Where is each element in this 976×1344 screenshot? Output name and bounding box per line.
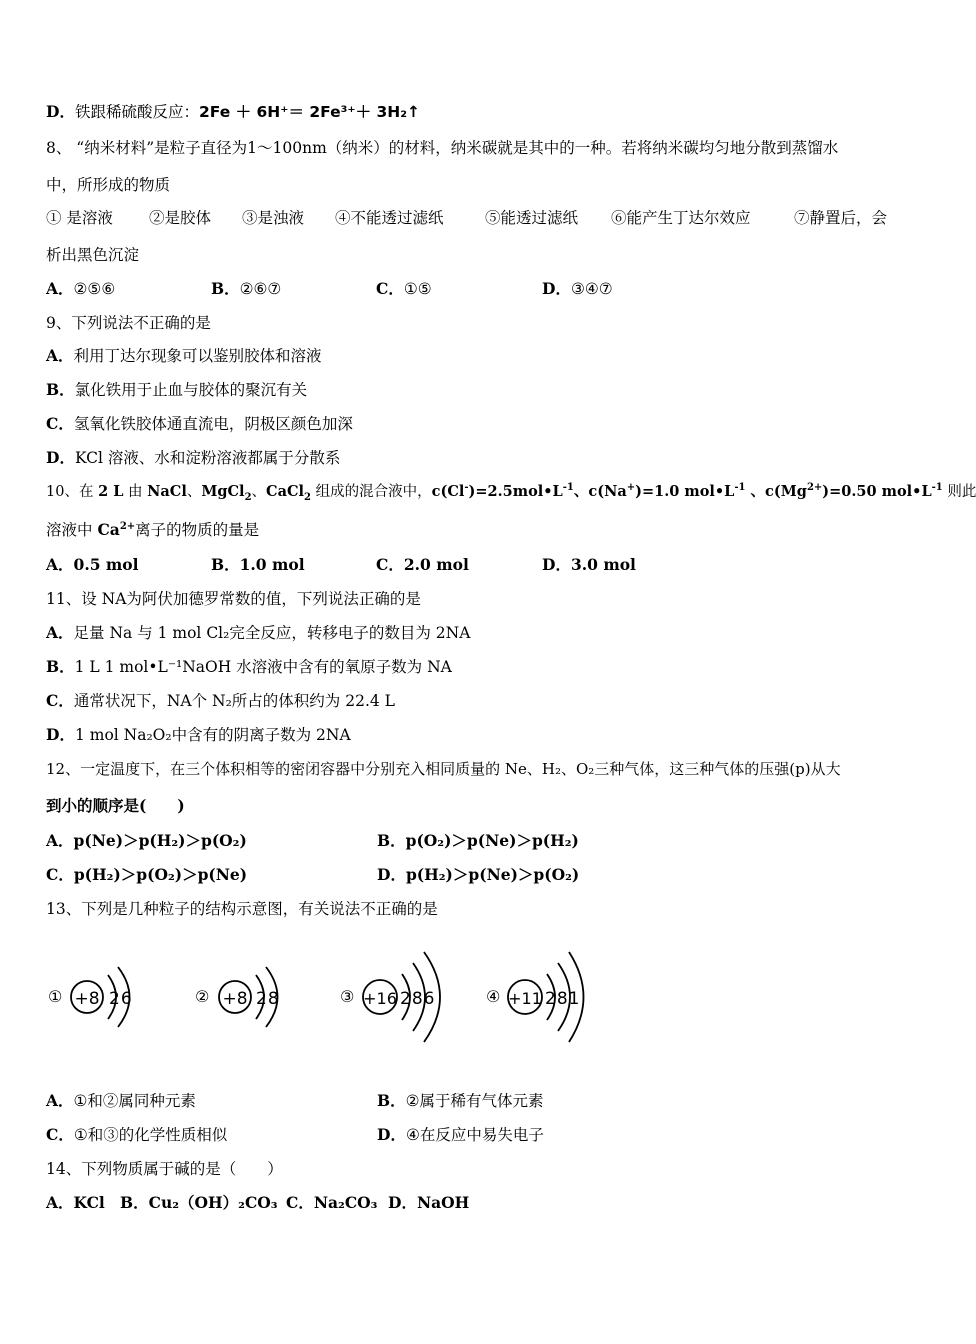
particle-number: ④ <box>486 987 501 1006</box>
q13-option-a: A．①和②属同种元素 <box>46 1091 196 1110</box>
particle-4-diagram <box>486 952 584 1042</box>
nucleus-charge: +11 <box>508 989 542 1008</box>
q13-option-b: B．②属于稀有气体元素 <box>377 1091 544 1110</box>
atomic-structure-diagrams <box>40 940 600 1060</box>
q12-stem-line1: 12、一定温度下，在三个体积相等的密闭容器中分别充入相同质量的 Ne、H₂、O₂三种气体，这三种气体的压强(p)从大 <box>46 760 841 778</box>
q8-props-line2: 析出黑色沉淀 <box>46 246 140 264</box>
q8-option-d: D．③④⑦ <box>542 279 613 298</box>
particle-number: ② <box>195 987 210 1006</box>
q12-option-b: B．p(O₂)＞p(Ne)＞p(H₂) <box>377 831 579 850</box>
q13-options-row2 <box>46 1125 544 1145</box>
q10-stem-line2: 溶液中 $Ca^{2+}$离子的物质的量是 <box>46 520 260 539</box>
q14-option-a: A．KCl <box>46 1193 105 1212</box>
q8-prop-3: ③是浊液 <box>242 209 305 227</box>
nucleus-charge: +8 <box>222 989 248 1009</box>
q9-option-d: D．KCl 溶液、水和淀粉溶液都属于分散系 <box>46 448 341 467</box>
q12-options-row1 <box>46 831 579 851</box>
q7-option-d <box>46 102 420 122</box>
q12-options-row2 <box>46 865 579 885</box>
q8-prop-1: ① 是溶液 <box>46 209 113 227</box>
q8-stem-line2: 中，所形成的物质 <box>46 176 171 194</box>
q8-option-c: C．①⑤ <box>376 279 432 298</box>
q13-options-row1 <box>46 1091 544 1111</box>
q9-stem: 9、下列说法不正确的是 <box>46 314 211 332</box>
q10-option-c: C．2.0 mol <box>376 555 469 574</box>
q14-option-c: C．Na₂CO₃ <box>286 1193 378 1212</box>
q8-properties <box>46 208 887 228</box>
particle-2-diagram <box>195 967 280 1027</box>
q8-option-a: A．②⑤⑥ <box>46 279 116 298</box>
shell-electrons: 28 <box>256 989 280 1009</box>
q12-option-c: C．p(H₂)＞p(O₂)＞p(Ne) <box>46 865 248 884</box>
q13-option-c: C．①和③的化学性质相似 <box>46 1125 228 1144</box>
q11-stem: 11、设 NA为阿伏加德罗常数的值，下列说法正确的是 <box>46 590 421 608</box>
q14-option-b: B．Cu₂（OH）₂CO₃ <box>120 1193 278 1212</box>
q11-option-b: B．1 L 1 mol•L⁻¹NaOH 水溶液中含有的氧原子数为 NA <box>46 657 452 676</box>
chemical-equation: 2Fe ＋ 6H⁺＝ 2Fe³⁺＋ 3H₂↑ <box>198 103 421 121</box>
q9-option-a: A．利用丁达尔现象可以鉴别胶体和溶液 <box>46 346 322 365</box>
q12-option-a: A．p(Ne)＞p(H₂)＞p(O₂) <box>46 831 247 850</box>
q13-stem: 13、下列是几种粒子的结构示意图，有关说法不正确的是 <box>46 900 438 918</box>
q8-stem-line1: 8、 “纳米材料”是粒子直径为1～100nm（纳米）的材料，纳米碳就是其中的一种。若将纳米碳均匀地分散到蒸馏水 <box>46 139 839 157</box>
q8-prop-7: ⑦静置后，会 <box>794 209 888 227</box>
particle-number: ① <box>48 987 63 1006</box>
q8-prop-2: ②是胶体 <box>149 209 212 227</box>
q12-stem-line2: 到小的顺序是( ) <box>46 796 185 815</box>
nucleus-charge: +16 <box>363 989 397 1008</box>
q14-options <box>46 1193 469 1213</box>
q11-option-d: D．1 mol Na₂O₂中含有的阴离子数为 2NA <box>46 725 351 744</box>
q10-option-a: A．0.5 mol <box>46 555 139 574</box>
q10-stem-line1: 10、在 2 L 由 NaCl、MgCl$_2$、CaCl$_2$ 组成的混合液中，$c(Cl^-)=2.5mol•L^{-1}$、c(Na+)=1.0 $mol•L^{-1}$ 、$c(Mg^{2+})=0.50$ $mol•L^{-1}$ 则此 <box>46 482 976 503</box>
q10-option-b: B．1.0 mol <box>211 555 305 574</box>
q10-option-d: D．3.0 mol <box>542 555 636 574</box>
q10-options <box>46 555 636 575</box>
q8-option-b: B．②⑥⑦ <box>211 279 282 298</box>
particle-3-diagram <box>340 952 440 1042</box>
q12-option-d: D．p(H₂)＞p(Ne)＞p(O₂) <box>377 865 580 884</box>
particle-1-diagram <box>48 967 133 1027</box>
q8-prop-6: ⑥能产生丁达尔效应 <box>611 209 751 227</box>
q11-option-c: C．通常状况下，NA个 N₂所占的体积约为 22.4 L <box>46 691 395 710</box>
shell-electrons: 26 <box>109 989 133 1009</box>
option-label: D． <box>46 102 75 121</box>
shell-electrons: 286 <box>400 989 436 1009</box>
nucleus-charge: +8 <box>74 989 100 1009</box>
q13-option-d: D．④在反应中易失电子 <box>377 1125 544 1144</box>
q14-stem: 14、下列物质属于碱的是（ ） <box>46 1160 283 1178</box>
q8-prop-4: ④不能透过滤纸 <box>335 209 444 227</box>
q14-option-d: D．NaOH <box>388 1193 470 1212</box>
q11-option-a: A．足量 Na 与 1 mol Cl₂完全反应，转移电子的数目为 2NA <box>46 623 471 642</box>
particle-number: ③ <box>340 987 355 1006</box>
q9-option-c: C．氢氧化铁胶体通直流电，阴极区颜色加深 <box>46 414 353 433</box>
q9-option-b: B．氯化铁用于止血与胶体的聚沉有关 <box>46 380 308 399</box>
q8-options <box>46 279 613 299</box>
q8-prop-5: ⑤能透过滤纸 <box>485 209 579 227</box>
shell-electrons: 281 <box>545 989 581 1009</box>
option-text: 铁跟稀硫酸反应： <box>74 103 199 121</box>
